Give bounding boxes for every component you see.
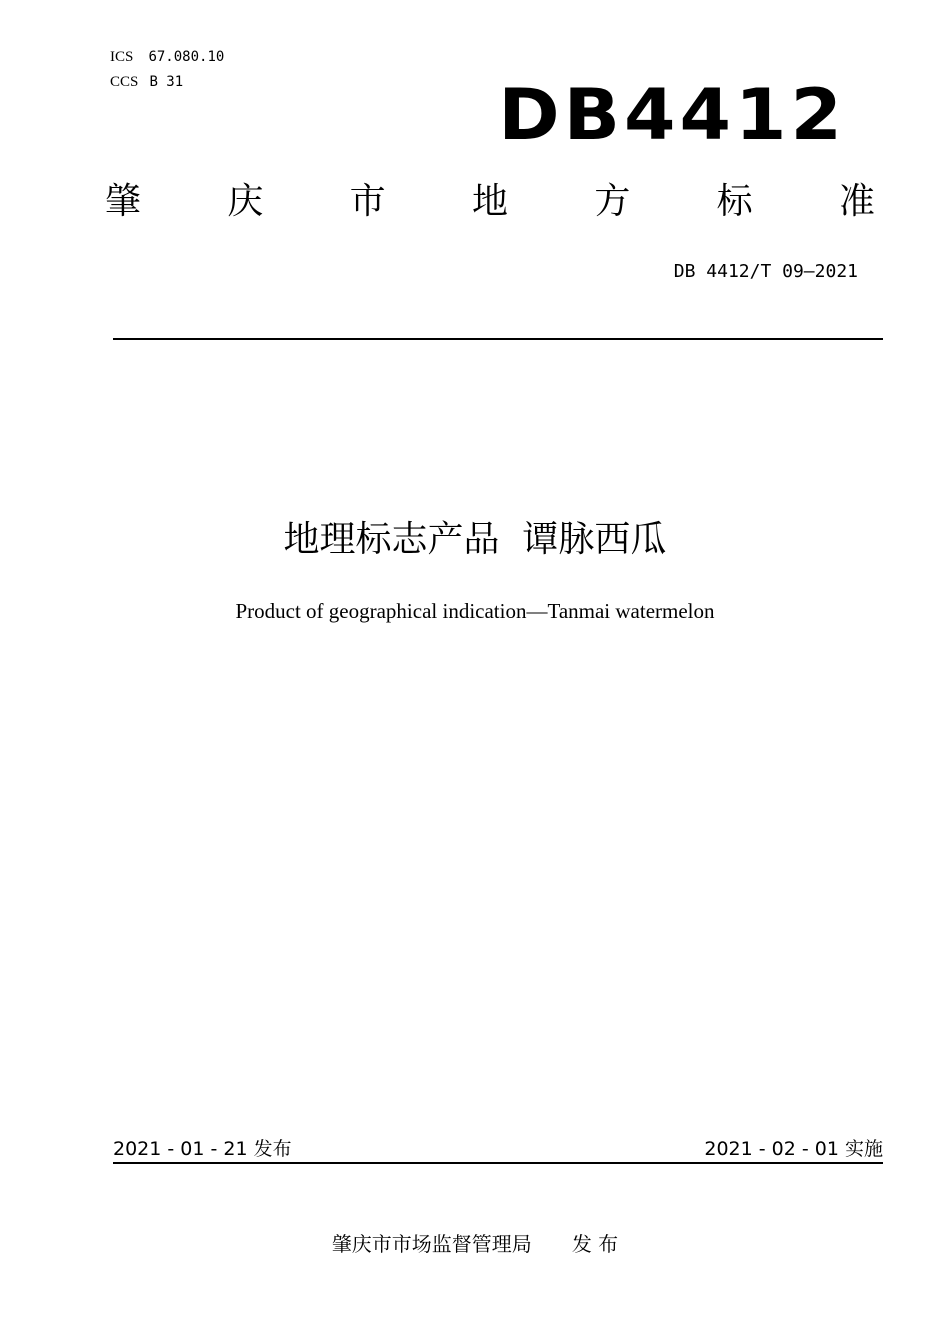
issue-action: 发 布: [571, 1232, 619, 1256]
title-chinese: 地理标志产品 谭脉西瓜: [283, 519, 667, 560]
publish-date: 2021 - 01 - 21 发布: [113, 1138, 292, 1160]
ccs-row: [110, 71, 183, 91]
standard-number: DB 4412/T 09—2021: [673, 261, 858, 282]
standard-type-char: 准: [838, 181, 875, 222]
standard-type-char: 市: [349, 181, 386, 222]
ics-label: ICS: [110, 49, 134, 65]
db-code-logo: DB4412: [498, 74, 846, 156]
standard-type-heading: [105, 181, 875, 222]
ccs-value: B 31: [149, 74, 184, 90]
issuer-line: [0, 1228, 950, 1257]
standard-type-char: 庆: [227, 181, 264, 222]
footer-divider: [113, 1162, 883, 1164]
header-divider: [113, 338, 883, 340]
title-english: Product of geographical indication—Tanmai watermelon: [235, 599, 715, 623]
ics-row: [110, 46, 224, 66]
standard-type-char: 地: [471, 181, 508, 222]
ccs-label: CCS: [110, 74, 139, 90]
issuer-name: 肇庆市市场监督管理局: [331, 1232, 532, 1256]
standard-type-char: 方: [594, 181, 631, 222]
standard-type-char: 肇: [105, 181, 142, 222]
ics-value: 67.080.10: [148, 49, 225, 65]
standard-type-char: 标: [716, 181, 753, 222]
implement-date: 2021 - 02 - 01 实施: [704, 1138, 883, 1160]
